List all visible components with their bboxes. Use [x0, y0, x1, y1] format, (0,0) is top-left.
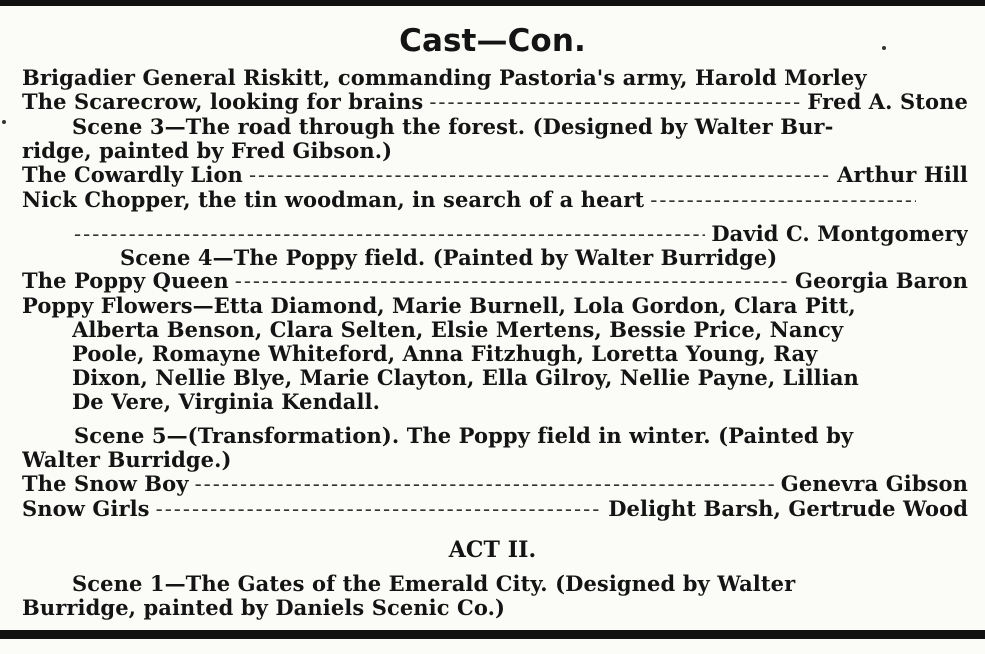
cast-line — [22, 163, 968, 187]
cast-line — [72, 390, 968, 414]
scene-line — [22, 448, 968, 472]
ink-speck — [2, 120, 6, 124]
cast-line — [22, 294, 968, 318]
role-text: The Cowardly Lion — [22, 163, 243, 187]
actor-text: David C. Montgomery — [711, 222, 968, 246]
scene-line — [74, 424, 968, 448]
scene-line — [22, 139, 968, 163]
cast-line — [22, 472, 968, 496]
leader-dots — [650, 188, 916, 212]
cast-line-text: Alberta Benson, Clara Selten, Elsie Mertens, Bessie Price, Nancy — [72, 318, 844, 342]
cast-line-text: Dixon, Nellie Blye, Marie Clayton, Ella Gilroy, Nellie Payne, Lillian — [72, 366, 859, 390]
cast-line-text: Poole, Romayne Whiteford, Anna Fitzhugh, Loretta Young, Ray — [72, 342, 818, 366]
cast-line — [22, 222, 968, 246]
actor-text: Georgia Baron — [795, 269, 968, 293]
leader-dots — [195, 472, 775, 496]
cast-line — [22, 66, 968, 90]
leader-dots — [249, 163, 831, 187]
scene-text: Scene 3—The road through the forest. (Designed by Walter Bur- — [72, 115, 834, 139]
scene-line — [120, 246, 968, 270]
scene-text: Scene 4—The Poppy field. (Painted by Walter Burridge) — [120, 246, 778, 270]
role-text: Snow Girls — [22, 497, 150, 521]
role-text: The Snow Boy — [22, 472, 189, 496]
ink-speck — [882, 46, 886, 50]
cast-line — [22, 497, 968, 521]
scene-text: Scene 1—The Gates of the Emerald City. (Designed by Walter — [72, 572, 796, 596]
actor-text: Arthur Hill — [837, 163, 968, 187]
role-text: Nick Chopper, the tin woodman, in search of a heart — [22, 188, 645, 212]
leader-dots — [235, 269, 789, 293]
cast-line — [72, 366, 968, 390]
page-title: Cast—Con. — [399, 24, 586, 58]
scene-text: ridge, painted by Fred Gibson.) — [22, 139, 393, 163]
actor-text: Delight Barsh, Gertrude Wood — [608, 497, 968, 521]
act-heading: ACT II. — [448, 538, 537, 562]
scene-line — [72, 572, 968, 596]
cast-line-text: Poppy Flowers—Etta Diamond, Marie Burnell, Lola Gordon, Clara Pitt, — [22, 294, 856, 318]
scene-text: Scene 5—(Transformation). The Poppy field in winter. (Painted by — [74, 424, 854, 448]
cast-line — [72, 342, 968, 366]
cast-line — [72, 318, 968, 342]
cast-line — [22, 90, 968, 114]
top-rule — [0, 0, 985, 6]
scene-line — [72, 115, 968, 139]
scene-line — [22, 596, 968, 620]
actor-text: Fred A. Stone — [807, 90, 968, 114]
cast-line — [22, 269, 968, 293]
leader-dots — [74, 222, 705, 246]
cast-line — [22, 188, 922, 212]
bottom-rule — [0, 630, 985, 639]
cast-line-text: Brigadier General Riskitt, commanding Pastoria's army, Harold Morley — [22, 66, 867, 90]
scene-text: Walter Burridge.) — [22, 448, 232, 472]
role-text: The Poppy Queen — [22, 269, 229, 293]
actor-text: Genevra Gibson — [780, 472, 968, 496]
leader-dots — [156, 497, 603, 521]
cast-line-text: De Vere, Virginia Kendall. — [72, 390, 381, 414]
leader-dots — [429, 90, 801, 114]
role-text: The Scarecrow, looking for brains — [22, 90, 424, 114]
scene-text: Burridge, painted by Daniels Scenic Co.) — [22, 596, 506, 620]
